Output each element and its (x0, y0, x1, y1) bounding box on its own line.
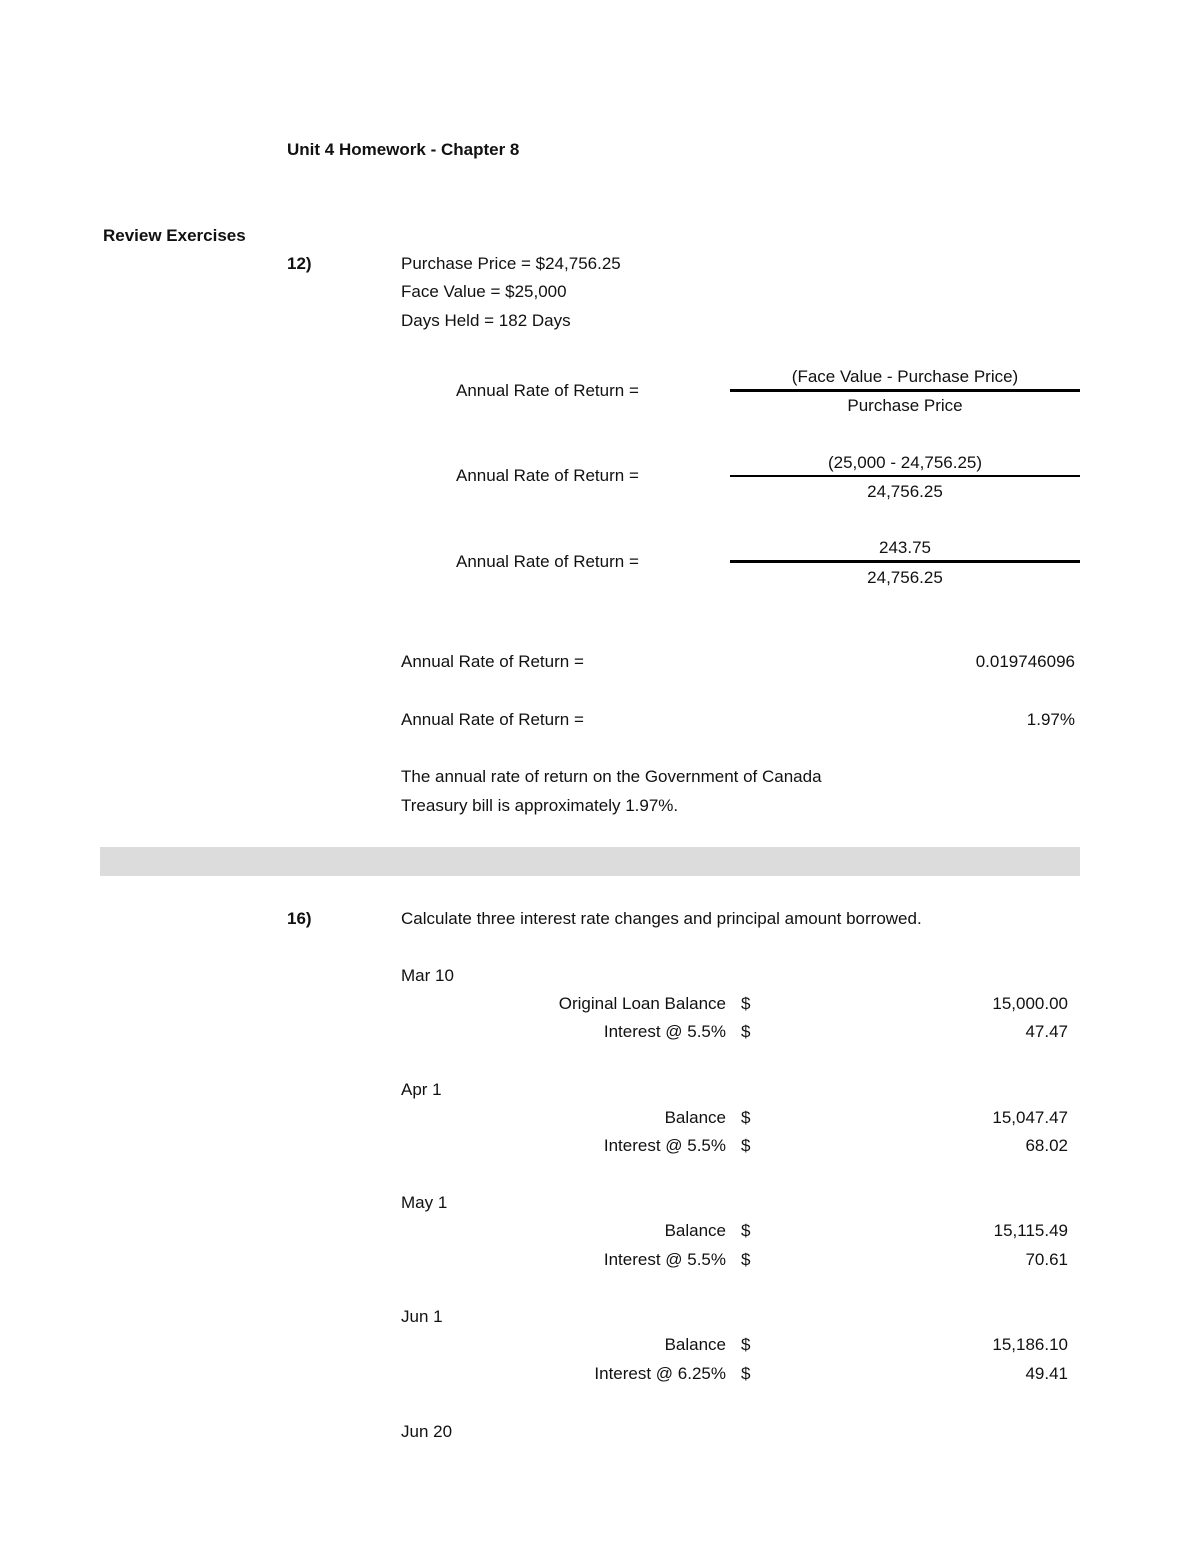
given-purchase-price: Purchase Price = $24,756.25 (401, 254, 621, 273)
period-date: Mar 10 (401, 966, 454, 985)
question-16-prompt: Calculate three interest rate changes and principal amount borrowed. (401, 909, 922, 928)
fraction-3-denominator: 24,756.25 (867, 568, 943, 587)
section-separator (100, 847, 1080, 876)
section-heading: Review Exercises (103, 226, 246, 245)
given-face-value: Face Value = $25,000 (401, 282, 567, 301)
row-label: Interest @ 5.5% (603, 1022, 726, 1041)
fraction-2-denominator: 24,756.25 (867, 482, 943, 501)
currency-symbol: $ (741, 1108, 751, 1127)
currency-symbol: $ (741, 1136, 751, 1155)
fraction-3-numerator: 243.75 (879, 538, 931, 557)
currency-symbol: $ (741, 994, 751, 1013)
row-value: 15,115.49 (993, 1221, 1068, 1240)
period-date: Jun 20 (401, 1422, 453, 1441)
row-label: Original Loan Balance (558, 994, 726, 1013)
rate-label: Annual Rate of Return = (401, 652, 584, 671)
fraction-2-numerator: (25,000 - 24,756.25) (827, 453, 983, 472)
question-16-number: 16) (287, 909, 312, 928)
row-label: Balance (664, 1221, 726, 1240)
row-value: 15,047.47 (992, 1108, 1068, 1127)
rate-label: Annual Rate of Return = (456, 552, 639, 571)
period-date: May 1 (401, 1193, 448, 1212)
row-value: 49.41 (1025, 1364, 1068, 1383)
decimal-result: 0.019746096 (975, 652, 1075, 671)
conclusion-line-1: The annual rate of return on the Government of Canada (401, 767, 822, 786)
rate-label: Annual Rate of Return = (401, 710, 584, 729)
row-value: 70.61 (1025, 1250, 1068, 1269)
question-12-number: 12) (287, 254, 312, 273)
page-title: Unit 4 Homework - Chapter 8 (287, 140, 520, 159)
currency-symbol: $ (741, 1335, 751, 1354)
row-value: 15,186.10 (992, 1335, 1068, 1354)
row-label: Balance (664, 1335, 726, 1354)
fraction-3-bar (730, 560, 1080, 563)
currency-symbol: $ (741, 1364, 751, 1383)
period-date: Jun 1 (401, 1307, 443, 1326)
currency-symbol: $ (741, 1022, 751, 1041)
row-label: Balance (664, 1108, 726, 1127)
row-label: Interest @ 5.5% (603, 1136, 726, 1155)
row-value: 68.02 (1025, 1136, 1068, 1155)
currency-symbol: $ (741, 1250, 751, 1269)
currency-symbol: $ (741, 1221, 751, 1240)
percent-result: 1.97% (1026, 710, 1075, 729)
rate-label: Annual Rate of Return = (456, 466, 639, 485)
period-date: Apr 1 (401, 1080, 442, 1099)
row-value: 47.47 (1025, 1022, 1068, 1041)
fraction-1-bar (730, 389, 1080, 392)
rate-label: Annual Rate of Return = (456, 381, 639, 400)
fraction-2-bar (730, 475, 1080, 477)
row-label: Interest @ 5.5% (603, 1250, 726, 1269)
conclusion-line-2: Treasury bill is approximately 1.97%. (401, 796, 679, 815)
fraction-1-denominator: Purchase Price (847, 396, 963, 415)
given-days-held: Days Held = 182 Days (401, 311, 571, 330)
row-value: 15,000.00 (992, 994, 1068, 1013)
fraction-1-numerator: (Face Value - Purchase Price) (791, 367, 1019, 386)
row-label: Interest @ 6.25% (594, 1364, 726, 1383)
